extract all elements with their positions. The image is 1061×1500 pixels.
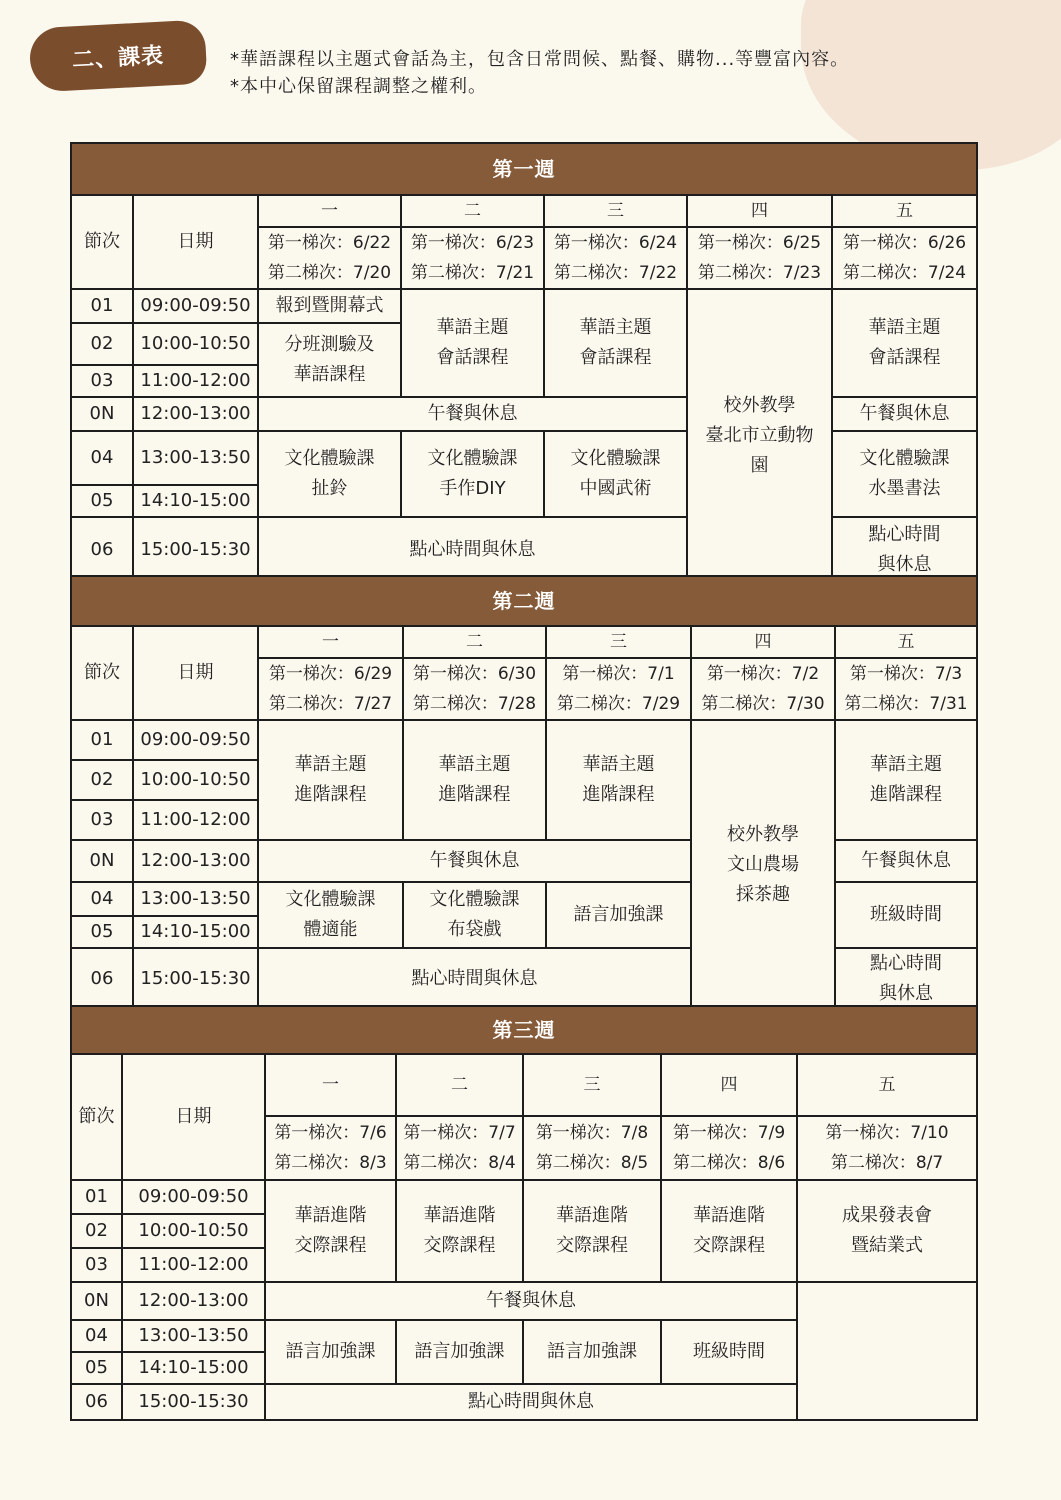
cell-tue-am: 華語主題 會話課程 — [401, 289, 544, 397]
day-header-fri: 五 — [797, 1054, 977, 1116]
cell-mon-pm: 文化體驗課 扯鈴 — [258, 431, 401, 517]
cell-lunch: 午餐與休息 — [265, 1282, 797, 1320]
notes — [230, 46, 849, 100]
week-title: 第一週 — [71, 143, 977, 195]
dates-fri: 第一梯次：7/10 第二梯次：8/7 — [797, 1116, 977, 1180]
period-num: 01 — [71, 289, 133, 323]
dates-thu: 第一梯次：6/25 第二梯次：7/23 — [687, 227, 832, 289]
cell-mon-p23: 分班測驗及 華語課程 — [258, 323, 401, 397]
cell-tue-am: 華語進階 交際課程 — [396, 1180, 523, 1282]
period-num: 01 — [71, 1180, 122, 1214]
dates-mon: 第一梯次：6/29 第二梯次：7/27 — [258, 658, 403, 720]
cell-mon-am: 華語主題 進階課程 — [258, 720, 403, 840]
dates-mon: 第一梯次：6/22 第二梯次：7/20 — [258, 227, 401, 289]
cell-wed-am: 華語進階 交際課程 — [523, 1180, 661, 1282]
day-header-wed: 三 — [546, 626, 691, 658]
period-time: 13:00-13:50 — [133, 431, 258, 485]
period-num: 06 — [71, 1384, 122, 1420]
cell-fri-am: 華語主題 進階課程 — [835, 720, 977, 840]
period-num: 03 — [71, 365, 133, 397]
period-num: 05 — [71, 916, 133, 948]
period-time: 10:00-10:50 — [133, 323, 258, 365]
cell-fri-lunch: 午餐與休息 — [835, 840, 977, 882]
period-time: 14:10-15:00 — [133, 916, 258, 948]
period-num: 02 — [71, 760, 133, 800]
cell-mon-p1: 報到暨開幕式 — [258, 289, 401, 323]
period-num: 0N — [71, 840, 133, 882]
dates-wed: 第一梯次：7/1 第二梯次：7/29 — [546, 658, 691, 720]
cell-fri-pm: 班級時間 — [835, 882, 977, 948]
period-time: 10:00-10:50 — [133, 760, 258, 800]
period-time: 09:00-09:50 — [133, 289, 258, 323]
period-time: 11:00-12:00 — [122, 1248, 265, 1282]
period-num: 04 — [71, 431, 133, 485]
cell-fri-am: 成果發表會 暨結業式 — [797, 1180, 977, 1282]
period-time: 11:00-12:00 — [133, 365, 258, 397]
period-num: 06 — [71, 517, 133, 583]
period-time: 14:10-15:00 — [133, 485, 258, 517]
cell-fri-empty — [797, 1282, 977, 1420]
day-header-mon: 一 — [265, 1054, 396, 1116]
dates-tue: 第一梯次：7/7 第二梯次：8/4 — [396, 1116, 523, 1180]
cell-lunch: 午餐與休息 — [258, 397, 687, 431]
period-header: 節次 — [71, 195, 133, 289]
date-header: 日期 — [133, 195, 258, 289]
dates-thu: 第一梯次：7/9 第二梯次：8/6 — [661, 1116, 797, 1180]
cell-fri-pm: 文化體驗課 水墨書法 — [832, 431, 977, 517]
period-time: 14:10-15:00 — [122, 1352, 265, 1384]
week-title: 第二週 — [71, 576, 977, 626]
dates-wed: 第一梯次：6/24 第二梯次：7/22 — [544, 227, 687, 289]
dates-thu: 第一梯次：7/2 第二梯次：7/30 — [691, 658, 835, 720]
cell-mon-am: 華語進階 交際課程 — [265, 1180, 396, 1282]
period-time: 15:00-15:30 — [133, 948, 258, 1010]
day-header-fri: 五 — [835, 626, 977, 658]
period-num: 03 — [71, 1248, 122, 1282]
period-time: 12:00-13:00 — [122, 1282, 265, 1320]
period-header: 節次 — [71, 1054, 122, 1180]
day-header-thu: 四 — [687, 195, 832, 227]
date-header: 日期 — [122, 1054, 265, 1180]
cell-fri-snack: 點心時間 與休息 — [832, 517, 977, 583]
period-num: 01 — [71, 720, 133, 760]
cell-thu-field-trip: 校外教學 臺北市立動物 園 — [687, 289, 832, 583]
dates-fri: 第一梯次：6/26 第二梯次：7/24 — [832, 227, 977, 289]
week-1-table — [70, 142, 978, 584]
cell-wed-am: 華語主題 會話課程 — [544, 289, 687, 397]
cell-tue-am: 華語主題 進階課程 — [403, 720, 546, 840]
cell-tue-pm: 語言加強課 — [396, 1320, 523, 1384]
period-time: 13:00-13:50 — [133, 882, 258, 916]
week-2-table — [70, 575, 978, 1011]
period-time: 13:00-13:50 — [122, 1320, 265, 1352]
day-header-thu: 四 — [661, 1054, 797, 1116]
dates-mon: 第一梯次：7/6 第二梯次：8/3 — [265, 1116, 396, 1180]
period-num: 02 — [71, 1214, 122, 1248]
section-title: 二、課表 — [71, 43, 165, 73]
period-num: 04 — [71, 882, 133, 916]
period-num: 03 — [71, 800, 133, 840]
dates-tue: 第一梯次：6/23 第二梯次：7/21 — [401, 227, 544, 289]
period-time: 11:00-12:00 — [133, 800, 258, 840]
day-header-fri: 五 — [832, 195, 977, 227]
period-num: 04 — [71, 1320, 122, 1352]
day-header-tue: 二 — [396, 1054, 523, 1116]
cell-fri-am: 華語主題 會話課程 — [832, 289, 977, 397]
cell-thu-pm: 班級時間 — [661, 1320, 797, 1384]
dates-tue: 第一梯次：6/30 第二梯次：7/28 — [403, 658, 546, 720]
dates-wed: 第一梯次：7/8 第二梯次：8/5 — [523, 1116, 661, 1180]
cell-tue-pm: 文化體驗課 布袋戲 — [403, 882, 546, 948]
day-header-mon: 一 — [258, 195, 401, 227]
week-title: 第三週 — [71, 1006, 977, 1054]
cell-wed-pm: 文化體驗課 中國武術 — [544, 431, 687, 517]
day-header-tue: 二 — [403, 626, 546, 658]
dates-fri: 第一梯次：7/3 第二梯次：7/31 — [835, 658, 977, 720]
cell-snack: 點心時間與休息 — [258, 948, 691, 1010]
cell-tue-pm: 文化體驗課 手作DIY — [401, 431, 544, 517]
period-num: 05 — [71, 485, 133, 517]
period-time: 15:00-15:30 — [122, 1384, 265, 1420]
day-header-tue: 二 — [401, 195, 544, 227]
note-line: *本中心保留課程調整之權利。 — [230, 76, 487, 97]
cell-thu-field-trip: 校外教學 文山農場 採茶趣 — [691, 720, 835, 1010]
cell-lunch: 午餐與休息 — [258, 840, 691, 882]
cell-wed-pm: 語言加強課 — [546, 882, 691, 948]
period-time: 09:00-09:50 — [133, 720, 258, 760]
cell-mon-pm: 語言加強課 — [265, 1320, 396, 1384]
cell-snack: 點心時間與休息 — [265, 1384, 797, 1420]
period-num: 02 — [71, 323, 133, 365]
period-num: 0N — [71, 397, 133, 431]
period-time: 12:00-13:00 — [133, 840, 258, 882]
cell-fri-snack: 點心時間 與休息 — [835, 948, 977, 1010]
cell-wed-am: 華語主題 進階課程 — [546, 720, 691, 840]
day-header-wed: 三 — [544, 195, 687, 227]
cell-mon-pm: 文化體驗課 體適能 — [258, 882, 403, 948]
period-time: 12:00-13:00 — [133, 397, 258, 431]
cell-thu-am: 華語進階 交際課程 — [661, 1180, 797, 1282]
note-line: *華語課程以主題式會話為主，包含日常問候、點餐、購物...等豐富內容。 — [230, 49, 850, 70]
period-header: 節次 — [71, 626, 133, 720]
day-header-mon: 一 — [258, 626, 403, 658]
day-header-wed: 三 — [523, 1054, 661, 1116]
cell-wed-pm: 語言加強課 — [523, 1320, 661, 1384]
period-num: 0N — [71, 1282, 122, 1320]
period-num: 06 — [71, 948, 133, 1010]
period-num: 05 — [71, 1352, 122, 1384]
period-time: 10:00-10:50 — [122, 1214, 265, 1248]
date-header: 日期 — [133, 626, 258, 720]
cell-snack: 點心時間與休息 — [258, 517, 687, 583]
cell-fri-lunch: 午餐與休息 — [832, 397, 977, 431]
section-title-badge — [28, 19, 207, 92]
period-time: 15:00-15:30 — [133, 517, 258, 583]
period-time: 09:00-09:50 — [122, 1180, 265, 1214]
week-3-table — [70, 1005, 978, 1421]
day-header-thu: 四 — [691, 626, 835, 658]
